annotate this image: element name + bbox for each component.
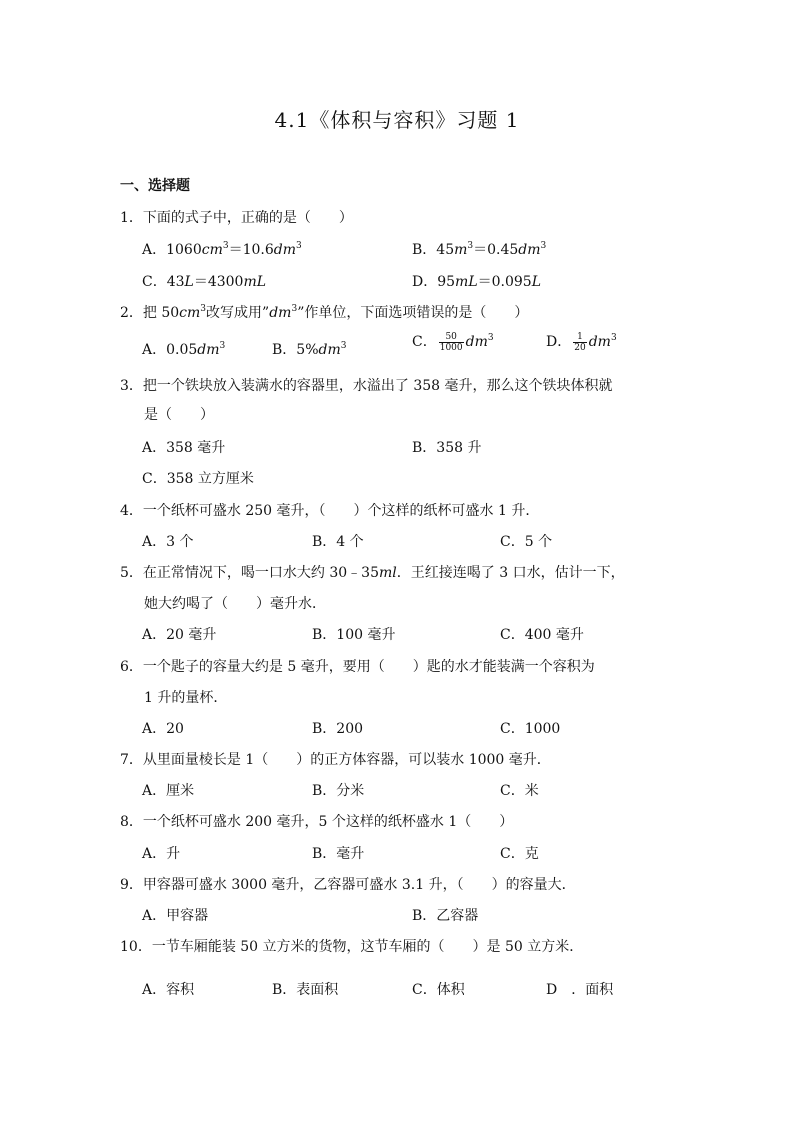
q6-option-c: C．1000 bbox=[500, 721, 561, 737]
q8-option-b: B．毫升 bbox=[312, 846, 365, 862]
q5-option-c: C．400 毫升 bbox=[500, 627, 584, 643]
q2-option-b: B．$5\%dm^3$ bbox=[272, 341, 347, 358]
q9-option-b: B．乙容器 bbox=[412, 908, 479, 924]
q1-option-b: B．$45m^3=0.45dm^3$ bbox=[412, 241, 547, 258]
page-title: 4.1《体积与容积》习题 1 bbox=[274, 108, 520, 132]
q2-option-d: D． $\frac{1}{20}$ $dm^3$ bbox=[546, 331, 617, 353]
q8-option-c: C．克 bbox=[500, 846, 539, 862]
q10-option-b: B．表面积 bbox=[272, 982, 339, 998]
q6-option-a: A．20 bbox=[142, 721, 184, 737]
fraction: $\frac{1}{20}$ bbox=[574, 331, 586, 353]
q2-option-a: A．$0.05dm^3$ bbox=[142, 341, 226, 358]
question-10: 10．一节车厢能装 50 立方米的货物，这节车厢的（ ）是 50 立方米． bbox=[120, 939, 584, 955]
question-6-line-1: 6．一个匙子的容量大约是 5 毫升，要用（ ）匙的水才能装满一个容积为 bbox=[120, 659, 595, 675]
q7-option-b: B．分米 bbox=[312, 783, 365, 799]
fraction: $\frac{50}{1000}$ bbox=[439, 331, 463, 353]
q8-option-a: A．升 bbox=[142, 846, 181, 862]
q3-option-b: B．358 升 bbox=[412, 440, 482, 456]
q10-option-c: C．体积 bbox=[412, 982, 465, 998]
q5-option-a: A．20 毫升 bbox=[142, 627, 217, 643]
q4-option-a: A．3 个 bbox=[142, 534, 194, 550]
q9-option-a: A．甲容器 bbox=[142, 908, 209, 924]
question-1: 1．下面的式子中，正确的是（ ） bbox=[120, 210, 353, 226]
q5-option-b: B．100 毫升 bbox=[312, 627, 396, 643]
q1-option-a: A．$1060cm^3=10.6dm^3$ bbox=[142, 241, 302, 258]
q7-option-c: C．米 bbox=[500, 783, 539, 799]
question-5-line-2: 她大约喝了（ ）毫升水． bbox=[144, 596, 326, 612]
q3-option-a: A．358 毫升 bbox=[142, 440, 226, 456]
question-8: 8．一个纸杯可盛水 200 毫升，5 个这样的纸杯盛水 1（ ） bbox=[120, 814, 514, 830]
q3-option-c: C．358 立方厘米 bbox=[142, 471, 254, 487]
q2-option-c: C． $\frac{50}{1000}$ $dm^3$ bbox=[412, 331, 494, 353]
question-7: 7．从里面量棱长是 1（ ）的正方体容器，可以装水 1000 毫升． bbox=[120, 752, 551, 768]
section-title: 一、选择题 bbox=[120, 178, 190, 194]
q1-option-c: C．43L＝4300mL bbox=[142, 274, 267, 290]
q1-option-d: D．95mL＝0.095L bbox=[412, 274, 542, 290]
q7-option-a: A．厘米 bbox=[142, 783, 195, 799]
question-9: 9．甲容器可盛水 3000 毫升，乙容器可盛水 3.1 升，（ ）的容量大． bbox=[120, 877, 576, 893]
question-3-line-1: 3．把一个铁块放入装满水的容器里，水溢出了 358 毫升，那么这个铁块体积就 bbox=[120, 378, 613, 394]
question-3-line-2: 是（ ） bbox=[144, 407, 214, 423]
question-2: 2．把 $50cm^3$改写成用$”dm^3$”作单位，下面选项错误的是（ ） bbox=[120, 304, 529, 321]
question-6-line-2: 1 升的量杯． bbox=[144, 690, 228, 706]
q4-option-b: B．4 个 bbox=[312, 534, 364, 550]
q4-option-c: C．5 个 bbox=[500, 534, 553, 550]
q10-option-a: A．容积 bbox=[142, 982, 195, 998]
q6-option-b: B．200 bbox=[312, 721, 364, 737]
question-5-line-1: 5．在正常情况下，喝一口水大约 30﹣35ml．王红接连喝了 3 口水，估计一下， bbox=[120, 565, 625, 581]
question-4: 4．一个纸杯可盛水 250 毫升，（ ）个这样的纸杯可盛水 1 升． bbox=[120, 503, 540, 519]
q10-option-d: D ．面积 bbox=[546, 982, 614, 998]
